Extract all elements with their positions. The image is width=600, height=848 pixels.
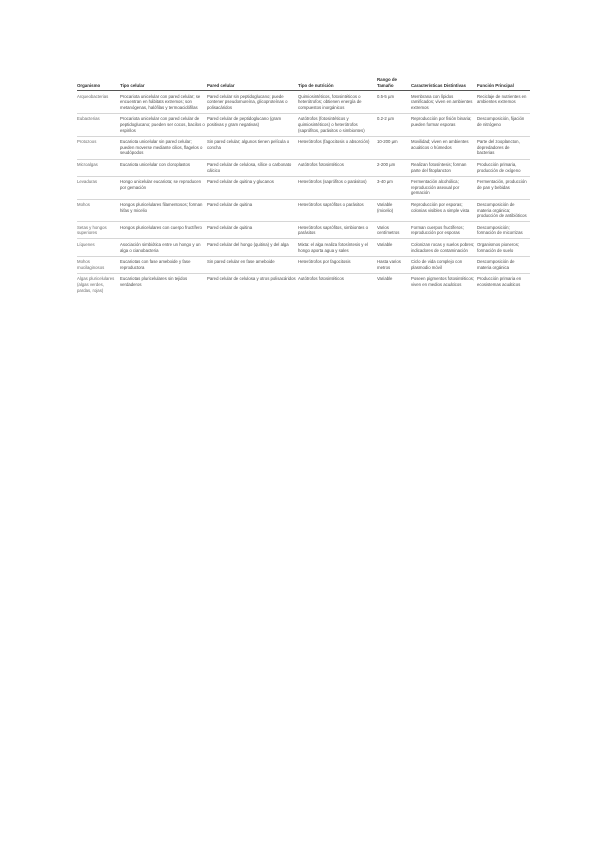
function-cell: Descomposición de materia orgánica; producción de antibióticos bbox=[477, 199, 530, 222]
function-cell: Organismos pioneros; formación de suelo bbox=[477, 239, 530, 256]
size-cell: Variable bbox=[377, 239, 411, 256]
cell-wall-cell: Pared celular de celulosa, sílice o carbonato cálcico bbox=[207, 159, 298, 176]
table-row bbox=[77, 256, 530, 273]
table-row bbox=[77, 199, 530, 222]
cell-type-cell: Eucariotas pluricelulares sin tejidos verdaderos bbox=[120, 276, 188, 287]
microorganism-comparison-table bbox=[77, 76, 530, 296]
size-cell: Variable bbox=[377, 276, 393, 282]
cell-type-cell: Hongos pluricelulares filamentosos; forman hifas y micelio bbox=[120, 199, 207, 222]
function-cell: Parte del zooplancton, depredadores de bacterias bbox=[477, 136, 530, 159]
cell-wall-cell: Pared celular de quitina y glucanos bbox=[207, 176, 298, 199]
function-cell: Fermentación, producción de pan y bebidas bbox=[477, 176, 530, 199]
nutrition-cell: Heterótrofos (saprófitos o parásitos) bbox=[298, 176, 377, 199]
table-row bbox=[77, 222, 530, 239]
cell-type-cell: Hongos pluricelulares con cuerpo fructífero bbox=[120, 222, 207, 239]
features-cell: Membrana con lípidos ramificados; viven en ambientes extremos bbox=[411, 91, 477, 114]
function-cell: Descomposición, fijación de nitrógeno bbox=[477, 113, 530, 136]
organism-cell: Eubacterias bbox=[77, 113, 120, 136]
table-row bbox=[77, 239, 530, 256]
organism-cell: Mohos mucilaginosos bbox=[77, 256, 120, 273]
function-cell: Producción primaria en ecosistemas acuáticos bbox=[477, 276, 522, 287]
features-cell: Realizan fotosíntesis; forman parte del fitoplancton bbox=[411, 159, 477, 176]
table-header-row bbox=[77, 76, 530, 91]
cell-wall-cell: Pared celular del hongo (quitina) y del alga bbox=[207, 239, 298, 256]
table-row bbox=[77, 136, 530, 159]
function-cell: Producción primaria, producción de oxígeno bbox=[477, 159, 530, 176]
nutrition-cell: Autótrofos fotosintéticos bbox=[298, 159, 377, 176]
table-row bbox=[77, 176, 530, 199]
organism-cell: Líquenes bbox=[77, 239, 120, 256]
nutrition-cell: Quimiosintéticos, fotosintéticos o heterótrofos; obtienen energía de compuestos inorgánicos bbox=[298, 91, 377, 114]
features-cell: Fermentación alcohólica; reproducción asexual por gemación bbox=[411, 176, 477, 199]
function-cell: Descomposición; formación de micorrizas bbox=[477, 222, 530, 239]
features-cell: Movilidad; viven en ambientes acuáticos o húmedos bbox=[411, 136, 477, 159]
cell-wall-cell: Sin pared celular; algunos tienen película o concha bbox=[207, 136, 298, 159]
organism-cell: Mohos bbox=[77, 199, 120, 222]
cell-wall-cell: Pared celular de peptidoglucano (gram positivas y gram negativas) bbox=[207, 113, 298, 136]
size-cell: Variable (micelio) bbox=[377, 199, 411, 222]
nutrition-cell: Heterótrofos por fagocitosis bbox=[298, 256, 377, 273]
cell-wall-cell: Pared celular sin peptidoglucano; puede contener pseudomureína, glicoproteínas o polisacáridos bbox=[207, 91, 298, 114]
organism-cell: Setas y hongos superiores bbox=[77, 222, 120, 239]
table-row bbox=[77, 273, 530, 295]
nutrition-cell: Autótrofos (fotosintéticos y quimiosintéticos) o heterótrofos (saprófitos, parásitos o simbiontes) bbox=[298, 113, 377, 136]
organism-cell: Microalgas bbox=[77, 159, 120, 176]
features-cell: Colonizan rocas y suelos pobres; indicadores de contaminación bbox=[411, 239, 477, 256]
nutrition-cell: Heterótrofos saprófitos o parásitos bbox=[298, 199, 377, 222]
cell-wall-cell: Pared celular de celulosa y otros polisacáridos bbox=[207, 276, 296, 282]
cell-type-cell: Eucariota unicelular con cloroplastos bbox=[120, 159, 207, 176]
nutrition-cell: Heterótrofos saprófitos, simbiontes o parásitos bbox=[298, 222, 377, 239]
nutrition-cell: Mixta: el alga realiza fotosíntesis y el hongo aporta agua y sales bbox=[298, 239, 377, 256]
size-cell: Hasta varios metros bbox=[377, 256, 411, 273]
function-cell: Descomposición de materia orgánica bbox=[477, 256, 530, 273]
cell-type-cell: Eucariota unicelular sin pared celular; pueden moverse mediante cilios, flagelos o seudópodos bbox=[120, 136, 207, 159]
organism-cell: Arqueobacterias bbox=[77, 91, 120, 114]
organism-cell: Algas pluricelulares (algas verdes, pardas, rojas) bbox=[77, 276, 115, 293]
column-header: Tipo de nutrición bbox=[298, 76, 377, 91]
cell-type-cell: Asociación simbiótica entre un hongo y un alga o cianobacteria bbox=[120, 239, 207, 256]
column-header: Características Distintivas bbox=[411, 76, 477, 91]
features-cell: Ciclo de vida complejo con plasmodio móvil bbox=[411, 256, 477, 273]
table-row bbox=[77, 113, 530, 136]
table-row bbox=[77, 159, 530, 176]
size-cell: Varios centímetros bbox=[377, 222, 411, 239]
cell-type-cell: Hongo unicelular eucariota; se reproducen por gemación bbox=[120, 176, 207, 199]
features-cell: Poseen pigmentos fotosintéticos; viven en medios acuáticos bbox=[411, 276, 475, 287]
size-cell: 2-200 µm bbox=[377, 159, 411, 176]
column-header: Rango de Tamaño bbox=[377, 76, 411, 91]
cell-type-cell: Procariota unicelular con pared celular de peptidoglucano; pueden ser cocos, bacilos o espirilos bbox=[120, 113, 207, 136]
column-header: Pared celular bbox=[207, 76, 298, 91]
cell-type-cell: Procariota unicelular con pared celular; se encuentran en hábitats extremos; son metanógenas, halófilas y termoacidófilas bbox=[120, 91, 207, 114]
size-cell: 0.5-5 µm bbox=[377, 91, 411, 114]
features-cell: Forman cuerpos fructíferos; reproducción por esporas bbox=[411, 222, 477, 239]
organism-cell: Levaduras bbox=[77, 176, 120, 199]
column-header: Organismo bbox=[77, 76, 120, 91]
organism-cell: Protozoos bbox=[77, 136, 120, 159]
features-cell: Reproducción por fisión binaria; pueden formar esporas bbox=[411, 113, 477, 136]
nutrition-cell: Autótrofos fotosintéticos bbox=[298, 276, 344, 282]
cell-type-cell: Eucariotas con fase ameboide y fase reproductora bbox=[120, 256, 207, 273]
function-cell: Reciclaje de nutrientes en ambientes extremos bbox=[477, 91, 530, 114]
nutrition-cell: Heterótrofos (fagocitosis o absorción) bbox=[298, 136, 377, 159]
cell-wall-cell: Pared celular de quitina bbox=[207, 199, 298, 222]
column-header: Función Principal bbox=[477, 76, 530, 91]
size-cell: 3-40 µm bbox=[377, 176, 411, 199]
features-cell: Reproducción por esporas; colonias visibles a simple vista bbox=[411, 199, 477, 222]
size-cell: 0.2-2 µm bbox=[377, 113, 411, 136]
column-header: Tipo celular bbox=[120, 76, 207, 91]
size-cell: 10-200 µm bbox=[377, 136, 411, 159]
cell-wall-cell: Pared celular de quitina bbox=[207, 222, 298, 239]
cell-wall-cell: Sin pared celular en fase ameboide bbox=[207, 256, 298, 273]
table-row bbox=[77, 91, 530, 114]
